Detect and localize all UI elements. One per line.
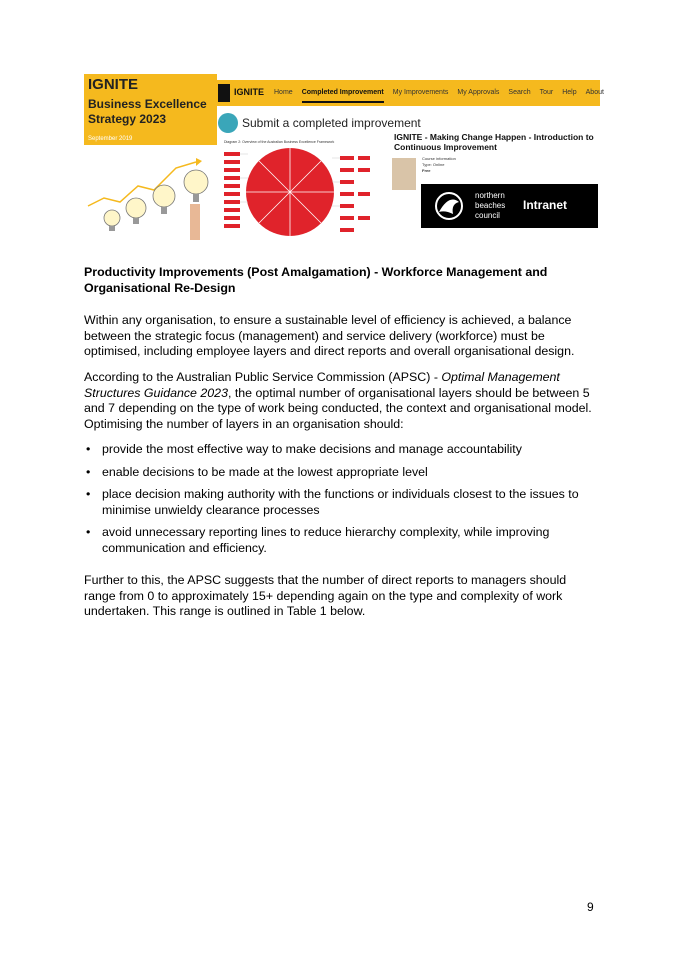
site-nav	[274, 89, 604, 103]
nav-about: About	[585, 89, 604, 96]
list-item: • avoid unnecessary reporting lines to reduce hierarchy complexity, while improving communication and efficiency.	[84, 525, 594, 556]
section-heading: Productivity Improvements (Post Amalgamation) - Workforce Management and Organisational Re-Design	[84, 265, 548, 295]
list-item: • place decision making authority with the functions or individuals closest to the issues to minimise unwieldy clearance processes	[84, 487, 594, 518]
apsc-guidance-title: Optimal Management Structures Guidance 2023	[84, 370, 560, 400]
course-photo	[392, 158, 416, 190]
nav-search: Search	[508, 89, 531, 96]
intranet-banner	[421, 184, 598, 228]
council-logo-icon	[429, 190, 469, 222]
header-image-collage	[84, 74, 604, 240]
paragraph-apsc-start: According to the Australian Public Service Commission (APSC) -	[84, 370, 442, 384]
paragraph-apsc	[84, 370, 594, 432]
page-number: 9	[587, 900, 594, 914]
list-item: • provide the most effective way to make decisions and manage accountability	[84, 442, 594, 458]
nav-my-improvements: My Improvements	[392, 89, 449, 96]
course-info	[422, 156, 456, 174]
framework-caption: Diagram 2: Overview of the Australian Business Excellence Framework	[224, 140, 335, 144]
nav-tour: Tour	[539, 89, 554, 96]
course-price: Free	[422, 168, 431, 173]
paragraph-apsc-end: , the optimal number of organisational layers should be between 5 and 7 depending on the type of work being conducted, the context and organisational model. Optimising the number of layers in an organisation should:	[84, 385, 592, 431]
paragraph-intro: Within any organisation, to ensure a sustainable level of efficiency is achieved, a balance between the strategic focus (management) and service delivery (workforce) must be optimised, including employee layers and direct reports and overall organisational design.	[84, 313, 575, 358]
nav-home: Home	[274, 89, 293, 96]
nav-completed-improvement: Completed Improvement	[302, 89, 384, 103]
strategy-title: IGNITE	[88, 76, 139, 93]
submit-heading: Submit a completed improvement	[242, 116, 421, 130]
course-info-heading: Course information	[422, 156, 456, 161]
excellence-framework-diagram	[222, 138, 382, 240]
ignite-brand: IGNITE	[234, 87, 265, 97]
course-title: IGNITE - Making Change Happen - Introduction to Continuous Improvement	[394, 132, 594, 152]
list-item: • enable decisions to be made at the lowest appropriate level	[84, 465, 594, 481]
course-card	[392, 130, 600, 240]
lightbulbs-growth-illustration	[84, 146, 217, 240]
strategy-subtitle: Business Excellence Strategy 2023	[88, 97, 207, 126]
nav-help: Help	[562, 89, 577, 96]
nav-my-approvals: My Approvals	[457, 89, 500, 96]
framework-diagram-graphic	[222, 138, 382, 240]
course-type: Type: Online	[422, 162, 445, 167]
ignite-logo-icon	[218, 84, 230, 102]
strategy-cover	[84, 74, 217, 240]
layer-objectives-list	[84, 442, 594, 563]
lightbulb-icon	[218, 113, 238, 133]
ignite-site-header	[216, 80, 604, 106]
strategy-date: September 2019	[88, 136, 133, 142]
council-name: northern beaches council	[475, 191, 506, 220]
intranet-label: Intranet	[523, 198, 568, 212]
paragraph-direct-reports: Further to this, the APSC suggests that the number of direct reports to managers should range from 0 to approximately 15+ depending again on the type and complexity of work undertaken. This range is outlined in Table 1 below.	[84, 573, 567, 618]
